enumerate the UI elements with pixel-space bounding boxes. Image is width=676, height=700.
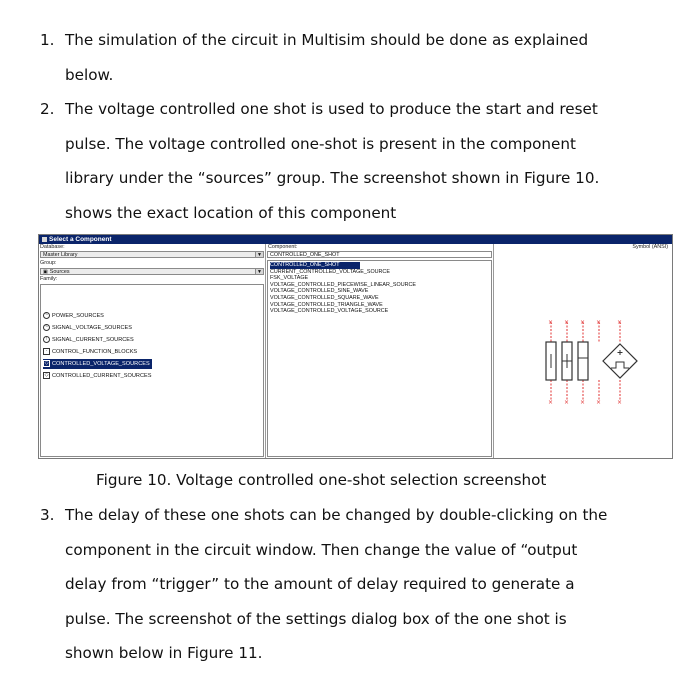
- step-2-number: 2.: [40, 100, 55, 118]
- window-icon: [42, 237, 47, 242]
- database-select[interactable]: [40, 251, 264, 258]
- step-2-line: The voltage controlled one shot is used to produce the start and reset: [65, 100, 598, 118]
- svg-text:×: ×: [580, 319, 586, 326]
- svg-text:×: ×: [548, 319, 554, 326]
- component-item[interactable]: VOLTAGE_CONTROLLED_VOLTAGE_SOURCE: [270, 308, 389, 315]
- family-item[interactable]: · CONTROL_FUNCTION_BLOCKS: [43, 347, 137, 357]
- dialog-title: Select a Component: [49, 236, 112, 243]
- family-item[interactable]: ~ SIGNAL_VOLTAGE_SOURCES: [43, 323, 132, 333]
- step-3-line: The delay of these one shots can be changed by double-clicking on the: [65, 506, 608, 524]
- figure-caption: Figure 10. Voltage controlled one-shot selection screenshot: [96, 471, 547, 489]
- database-label: Database:: [40, 244, 65, 250]
- svg-text:×: ×: [564, 319, 570, 326]
- symbol-label: Symbol (ANSI): [632, 244, 668, 250]
- group-label: Group:: [40, 260, 57, 266]
- svg-text:×: ×: [617, 399, 623, 406]
- component-pane: [266, 244, 494, 458]
- svg-text:×: ×: [564, 399, 570, 406]
- component-item-selected[interactable]: CONTROLLED_ONE_SHOT: [270, 262, 360, 269]
- group-select[interactable]: [40, 268, 264, 275]
- left-pane: [39, 244, 266, 458]
- step-3-line: pulse. The screenshot of the settings dialog box of the one shot is: [65, 609, 567, 628]
- family-label: Family:: [40, 276, 58, 282]
- step-1-line: below.: [65, 65, 114, 84]
- svg-text:×: ×: [548, 399, 554, 406]
- svg-text:×: ×: [580, 399, 586, 406]
- svg-text:×: ×: [596, 319, 602, 326]
- component-label: Component:: [268, 244, 298, 250]
- control-block-icon: ·: [43, 348, 50, 355]
- component-item[interactable]: FSK_VOLTAGE: [270, 275, 309, 282]
- family-item[interactable]: ↑ SIGNAL_CURRENT_SOURCES: [43, 335, 134, 345]
- component-item[interactable]: CURRENT_CONTROLLED_VOLTAGE_SOURCE: [270, 268, 390, 275]
- select-component-dialog: [38, 234, 673, 459]
- component-input[interactable]: [267, 251, 492, 258]
- component-item[interactable]: VOLTAGE_CONTROLLED_SQUARE_WAVE: [270, 295, 379, 301]
- step-2-line: library under the “sources” group. The screenshot shown in Figure 10.: [65, 169, 600, 188]
- controlled-current-icon: ◇: [44, 372, 49, 379]
- one-shot-symbol-icon: [494, 244, 670, 457]
- step-3-number: 3.: [40, 506, 55, 524]
- svg-text:×: ×: [617, 319, 623, 326]
- sources-icon: ▣: [43, 269, 48, 275]
- component-list[interactable]: [267, 260, 492, 457]
- svg-text:×: ×: [596, 399, 602, 406]
- step-3-line: component in the circuit window. Then change the value of “output: [65, 540, 578, 559]
- controlled-voltage-icon: ◇: [44, 360, 49, 367]
- step-1-number: 1.: [40, 31, 55, 49]
- family-item[interactable]: ◇ CONTROLLED_CURRENT_SOURCES: [44, 372, 152, 379]
- step-1-line: The simulation of the circuit in Multisim should be done as explained: [65, 31, 589, 49]
- dialog-titlebar: [39, 235, 672, 244]
- step-2-line: pulse. The voltage controlled one-shot is present in the component: [65, 134, 576, 153]
- power-source-icon: ~: [43, 312, 50, 319]
- component-item[interactable]: VOLTAGE_CONTROLLED_SINE_WAVE: [270, 288, 369, 295]
- step-2-line: shows the exact location of this component: [65, 203, 397, 222]
- database-value: Master Library: [43, 252, 78, 258]
- signal-voltage-icon: ~: [43, 324, 50, 331]
- component-value: CONTROLLED_ONE_SHOT: [270, 252, 340, 258]
- signal-current-icon: ↑: [43, 336, 50, 343]
- step-3-line: delay from “trigger” to the amount of delay required to generate a: [65, 575, 575, 594]
- family-item-selected[interactable]: ◇ CONTROLLED_VOLTAGE_SOURCES: [44, 360, 150, 367]
- component-item[interactable]: VOLTAGE_CONTROLLED_TRIANGLE_WAVE: [270, 301, 383, 308]
- chevron-down-icon[interactable]: ▼: [255, 252, 263, 257]
- step-3-line: shown below in Figure 11.: [65, 644, 263, 663]
- family-list[interactable]: [40, 284, 264, 457]
- group-value: Sources: [49, 269, 70, 275]
- symbol-pane: [494, 244, 672, 458]
- component-item[interactable]: VOLTAGE_CONTROLLED_PIECEWISE_LINEAR_SOURCE: [270, 281, 416, 288]
- family-item[interactable]: ~ POWER_SOURCES: [43, 311, 104, 321]
- chevron-down-icon[interactable]: ▼: [255, 269, 263, 274]
